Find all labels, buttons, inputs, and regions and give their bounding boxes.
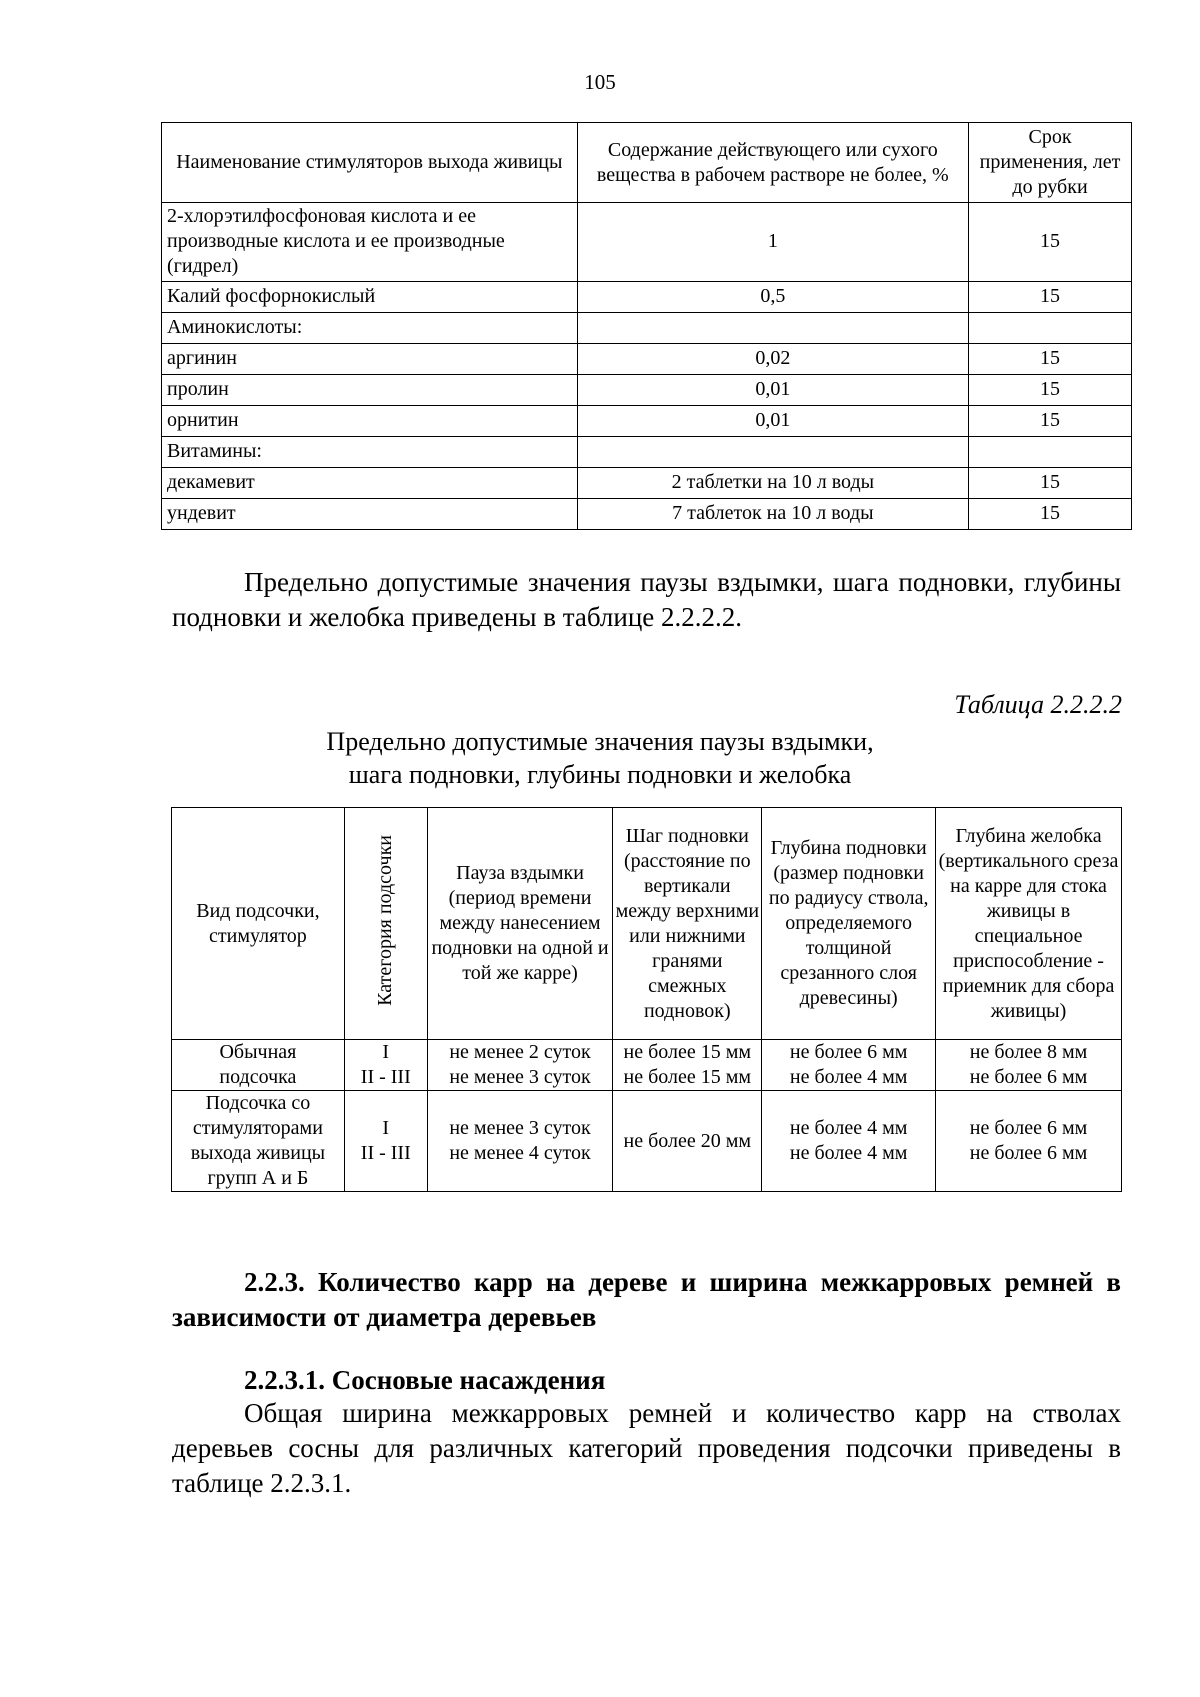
table-row <box>162 282 1132 313</box>
table-caption-line: Предельно допустимые значения паузы вздымки, <box>326 727 874 756</box>
stimulant-term: 15 <box>969 499 1132 530</box>
category-cell <box>344 1040 427 1091</box>
table-caption <box>0 725 1200 791</box>
column-header-step: Шаг подновки (расстояние по вертикали между верхними или нижними гранями смежных подновок) <box>613 808 762 1040</box>
stimulant-name: ундевит <box>162 499 578 530</box>
section-heading: 2.2.3. Количество карр на дереве и ширина межкарровых ремней в зависимости от диаметра деревьев <box>172 1267 1121 1332</box>
table-row <box>162 406 1132 437</box>
stimulant-content <box>577 313 969 344</box>
pause-value: не менее 3 суток <box>449 1117 591 1139</box>
stimulant-name: Калий фосфорнокислый <box>162 282 578 313</box>
column-header-groove: Глубина желобка (вертикального среза на карре для стока живицы в специальное приспособление - приемник для сбора живицы) <box>936 808 1122 1040</box>
column-header-category-label: Категория подсочки <box>374 834 397 1006</box>
table-row <box>162 468 1132 499</box>
step-value: не более 15 мм <box>623 1066 752 1088</box>
stimulant-term: 15 <box>969 344 1132 375</box>
table-header-row <box>162 123 1132 203</box>
groove-cell <box>936 1091 1122 1192</box>
stimulant-content: 0,01 <box>577 375 969 406</box>
tapping-type-cell: Подсочка со стимуляторами выхода живицы групп А и Б <box>172 1091 345 1192</box>
category-value: II - III <box>360 1142 411 1164</box>
page-number: 105 <box>584 70 616 94</box>
stimulant-term: 15 <box>969 282 1132 313</box>
table-header-row <box>172 808 1122 1040</box>
column-header-pause: Пауза вздымки (период времени между нанесением подновки на одной и той же карре) <box>427 808 613 1040</box>
stimulant-term <box>969 313 1132 344</box>
column-header-depth: Глубина подновки (размер подновки по радиусу ствола, определяемого толщиной срезанного слоя древесины) <box>762 808 936 1040</box>
stimulant-content: 0,01 <box>577 406 969 437</box>
stimulant-group-name: Витамины: <box>162 437 578 468</box>
stimulants-table <box>161 122 1132 530</box>
category-value: I <box>382 1117 390 1139</box>
column-header-stimulant-name: Наименование стимуляторов выхода живицы <box>162 123 578 203</box>
tapping-type-line: подсочка <box>219 1066 297 1088</box>
step-cell: не более 20 мм <box>613 1091 762 1192</box>
tapping-type-line: Обычная <box>219 1041 297 1063</box>
table-caption-line: шага подновки, глубины подновки и желобка <box>348 760 852 789</box>
groove-value: не более 8 мм <box>969 1041 1088 1063</box>
column-header-tapping-type: Вид подсочки, стимулятор <box>172 808 345 1040</box>
table-row <box>162 203 1132 282</box>
column-header-term: Срок применения, лет до рубки <box>969 123 1132 203</box>
tapping-type-cell <box>172 1040 345 1091</box>
pause-cell <box>427 1091 613 1192</box>
depth-cell <box>762 1040 936 1091</box>
stimulant-name: орнитин <box>162 406 578 437</box>
depth-value: не более 4 мм <box>789 1142 908 1164</box>
column-header-category <box>344 808 427 1040</box>
step-cell <box>613 1040 762 1091</box>
stimulant-content: 0,02 <box>577 344 969 375</box>
groove-cell <box>936 1040 1122 1091</box>
pause-cell <box>427 1040 613 1091</box>
table-row <box>172 1091 1122 1192</box>
stimulant-term: 15 <box>969 468 1132 499</box>
paragraph-limits-intro: Предельно допустимые значения паузы вздымки, шага подновки, глубины подновки и желобка приведены в таблице 2.2.2.2. <box>172 567 1121 632</box>
stimulant-group-name: Аминокислоты: <box>162 313 578 344</box>
table-row <box>162 344 1132 375</box>
table-row <box>172 1040 1122 1091</box>
stimulant-content: 0,5 <box>577 282 969 313</box>
stimulant-content <box>577 437 969 468</box>
pause-value: не менее 4 суток <box>449 1142 591 1164</box>
stimulant-content: 1 <box>577 203 969 282</box>
groove-value: не более 6 мм <box>969 1117 1088 1139</box>
stimulant-name: декамевит <box>162 468 578 499</box>
pause-value: не менее 3 суток <box>449 1066 591 1088</box>
table-row <box>162 499 1132 530</box>
table-row <box>162 437 1132 468</box>
stimulant-name: аргинин <box>162 344 578 375</box>
stimulant-term: 15 <box>969 406 1132 437</box>
category-cell <box>344 1091 427 1192</box>
paragraph-pine-stands: Общая ширина межкарровых ремней и количество карр на стволах деревьев сосны для различных категорий проведения подсочки приведены в таблице 2.2.3.1. <box>172 1398 1121 1498</box>
depth-value: не более 6 мм <box>789 1041 908 1063</box>
stimulant-name: 2-хлорэтилфосфоновая кислота и ее производные кислота и ее производные (гидрел) <box>162 203 578 282</box>
stimulant-content: 2 таблетки на 10 л воды <box>577 468 969 499</box>
table-row <box>162 313 1132 344</box>
stimulant-content: 7 таблеток на 10 л воды <box>577 499 969 530</box>
stimulant-term: 15 <box>969 375 1132 406</box>
table-row <box>162 375 1132 406</box>
category-value: I <box>382 1041 390 1063</box>
column-header-content: Содержание действующего или сухого вещества в рабочем растворе не более, % <box>577 123 969 203</box>
tapping-limits-table <box>171 807 1122 1192</box>
depth-value: не более 4 мм <box>789 1066 908 1088</box>
stimulant-term <box>969 437 1132 468</box>
groove-value: не более 6 мм <box>969 1066 1088 1088</box>
groove-value: не более 6 мм <box>969 1142 1088 1164</box>
stimulant-term: 15 <box>969 203 1132 282</box>
stimulant-name: пролин <box>162 375 578 406</box>
category-value: II - III <box>360 1066 411 1088</box>
table-label: Таблица 2.2.2.2 <box>954 690 1122 719</box>
step-value: не более 15 мм <box>623 1041 752 1063</box>
depth-cell <box>762 1091 936 1192</box>
depth-value: не более 4 мм <box>789 1117 908 1139</box>
pause-value: не менее 2 суток <box>449 1041 591 1063</box>
subsection-heading: 2.2.3.1. Сосновые насаждения <box>244 1365 606 1395</box>
